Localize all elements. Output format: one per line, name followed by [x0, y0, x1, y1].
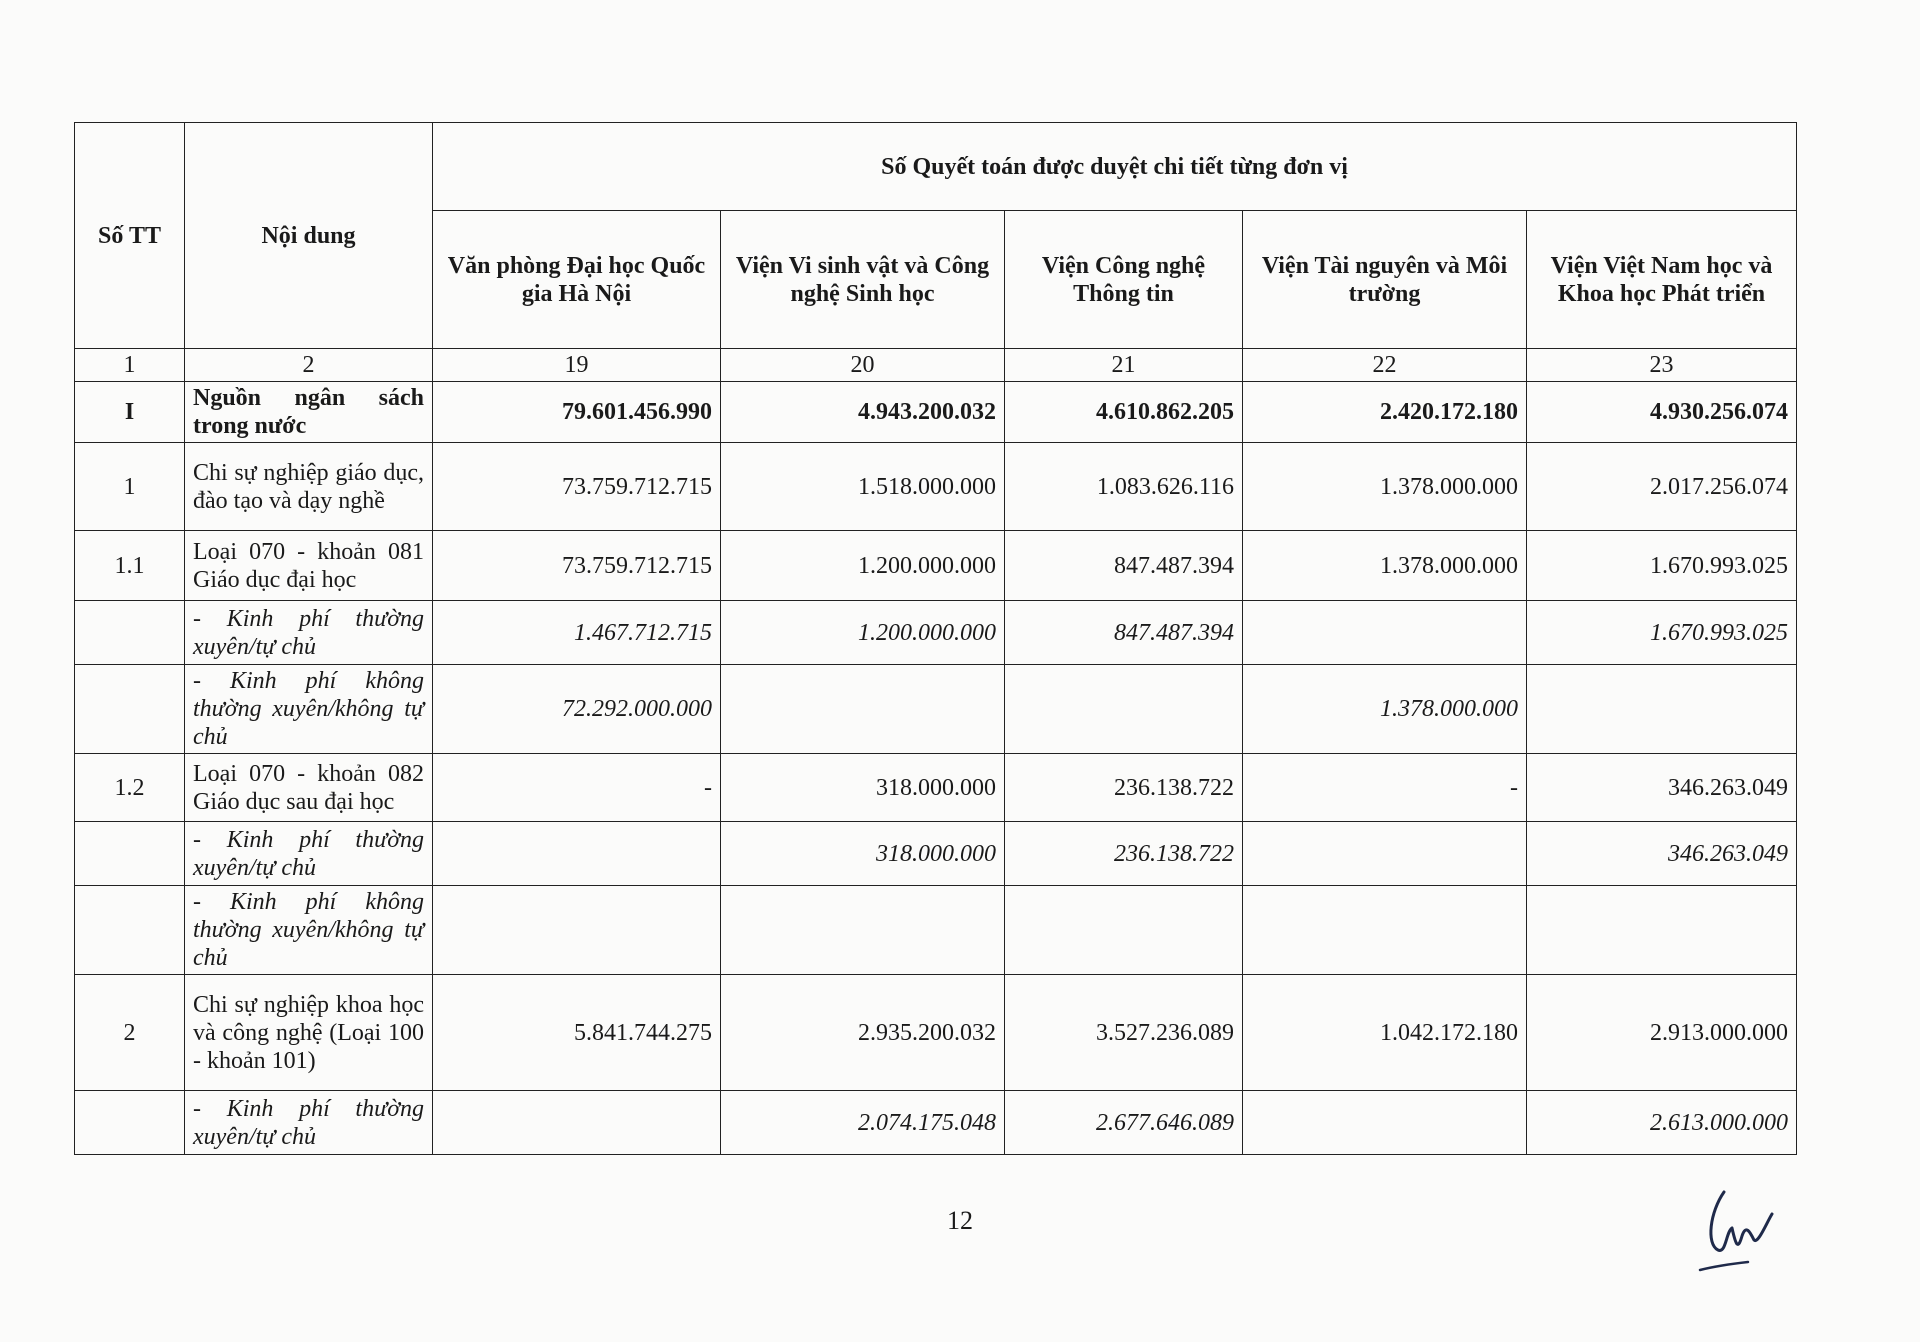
column-number: 20 [721, 349, 1005, 382]
row-stt [75, 665, 185, 754]
table-row [75, 822, 1797, 886]
row-value: 1.378.000.000 [1243, 531, 1527, 601]
row-stt: I [75, 382, 185, 443]
row-value: 79.601.456.990 [433, 382, 721, 443]
column-number: 21 [1005, 349, 1243, 382]
row-stt: 1.1 [75, 531, 185, 601]
row-value [1005, 886, 1243, 975]
row-value: 1.467.712.715 [433, 601, 721, 665]
row-value: 1.378.000.000 [1243, 665, 1527, 754]
row-value: 346.263.049 [1527, 754, 1797, 822]
row-content: Loại 070 - khoản 082 Giáo dục sau đại học [185, 754, 433, 822]
header-unit: Viện Vi sinh vật và Công nghệ Sinh học [721, 211, 1005, 349]
page-number: 12 [947, 1206, 973, 1235]
row-value: 318.000.000 [721, 754, 1005, 822]
row-value: 1.042.172.180 [1243, 975, 1527, 1091]
row-value [1243, 822, 1527, 886]
table-row [75, 601, 1797, 665]
row-value: 4.610.862.205 [1005, 382, 1243, 443]
table-row [75, 754, 1797, 822]
row-content: Loại 070 - khoản 081 Giáo dục đại học [185, 531, 433, 601]
row-value: - [1243, 754, 1527, 822]
row-stt [75, 1091, 185, 1155]
column-number-row [75, 349, 1797, 382]
row-value [721, 886, 1005, 975]
row-content: - Kinh phí thường xuyên/tự chủ [185, 822, 433, 886]
column-number: 23 [1527, 349, 1797, 382]
row-value [1243, 1091, 1527, 1155]
row-value [433, 1091, 721, 1155]
header-unit: Viện Việt Nam học và Khoa học Phát triển [1527, 211, 1797, 349]
column-number: 19 [433, 349, 721, 382]
row-stt [75, 886, 185, 975]
row-value: 2.613.000.000 [1527, 1091, 1797, 1155]
row-content: - Kinh phí thường xuyên/tự chủ [185, 1091, 433, 1155]
row-content: Nguồn ngân sách trong nước [185, 382, 433, 443]
budget-settlement-table [74, 122, 1797, 1155]
row-value: 847.487.394 [1005, 601, 1243, 665]
header-unit: Viện Công nghệ Thông tin [1005, 211, 1243, 349]
table-row [75, 531, 1797, 601]
row-value: 4.943.200.032 [721, 382, 1005, 443]
row-value: 318.000.000 [721, 822, 1005, 886]
row-stt: 1.2 [75, 754, 185, 822]
header-content: Nội dung [185, 123, 433, 349]
signature-icon [1696, 1184, 1776, 1276]
row-content: - Kinh phí thường xuyên/tự chủ [185, 601, 433, 665]
row-value [1527, 886, 1797, 975]
row-value: 4.930.256.074 [1527, 382, 1797, 443]
row-stt: 1 [75, 443, 185, 531]
table-row [75, 443, 1797, 531]
row-value: 5.841.744.275 [433, 975, 721, 1091]
row-value: 1.083.626.116 [1005, 443, 1243, 531]
row-value [433, 886, 721, 975]
row-value [433, 822, 721, 886]
row-value: 1.670.993.025 [1527, 531, 1797, 601]
row-value [1527, 665, 1797, 754]
row-value: 847.487.394 [1005, 531, 1243, 601]
row-value: 73.759.712.715 [433, 531, 721, 601]
row-content: Chi sự nghiệp giáo dục, đào tạo và dạy nghề [185, 443, 433, 531]
column-number: 22 [1243, 349, 1527, 382]
row-value: 236.138.722 [1005, 822, 1243, 886]
row-value: 2.913.000.000 [1527, 975, 1797, 1091]
row-stt [75, 822, 185, 886]
row-value: 236.138.722 [1005, 754, 1243, 822]
table-row [75, 1091, 1797, 1155]
column-number: 2 [185, 349, 433, 382]
row-value: 346.263.049 [1527, 822, 1797, 886]
row-value: 2.017.256.074 [1527, 443, 1797, 531]
row-stt: 2 [75, 975, 185, 1091]
header-unit: Văn phòng Đại học Quốc gia Hà Nội [433, 211, 721, 349]
table-row [75, 975, 1797, 1091]
header-unit: Viện Tài nguyên và Môi trường [1243, 211, 1527, 349]
header-stt: Số TT [75, 123, 185, 349]
row-value: 2.935.200.032 [721, 975, 1005, 1091]
row-value: 1.518.000.000 [721, 443, 1005, 531]
row-content: - Kinh phí không thường xuyên/không tự chủ [185, 886, 433, 975]
row-value: 1.200.000.000 [721, 531, 1005, 601]
row-value [1243, 886, 1527, 975]
table-row [75, 886, 1797, 975]
row-value: 72.292.000.000 [433, 665, 721, 754]
row-content: - Kinh phí không thường xuyên/không tự chủ [185, 665, 433, 754]
row-value: 73.759.712.715 [433, 443, 721, 531]
table-row [75, 382, 1797, 443]
row-value: 2.420.172.180 [1243, 382, 1527, 443]
row-value: 2.074.175.048 [721, 1091, 1005, 1155]
table-row [75, 665, 1797, 754]
column-number: 1 [75, 349, 185, 382]
row-value: 3.527.236.089 [1005, 975, 1243, 1091]
row-value: 2.677.646.089 [1005, 1091, 1243, 1155]
row-content: Chi sự nghiệp khoa học và công nghệ (Loại 100 - khoản 101) [185, 975, 433, 1091]
row-value: 1.200.000.000 [721, 601, 1005, 665]
row-value: 1.670.993.025 [1527, 601, 1797, 665]
row-value [1005, 665, 1243, 754]
row-value: - [433, 754, 721, 822]
header-group: Số Quyết toán được duyệt chi tiết từng đơn vị [433, 123, 1797, 211]
row-value [721, 665, 1005, 754]
row-stt [75, 601, 185, 665]
row-value [1243, 601, 1527, 665]
row-value: 1.378.000.000 [1243, 443, 1527, 531]
